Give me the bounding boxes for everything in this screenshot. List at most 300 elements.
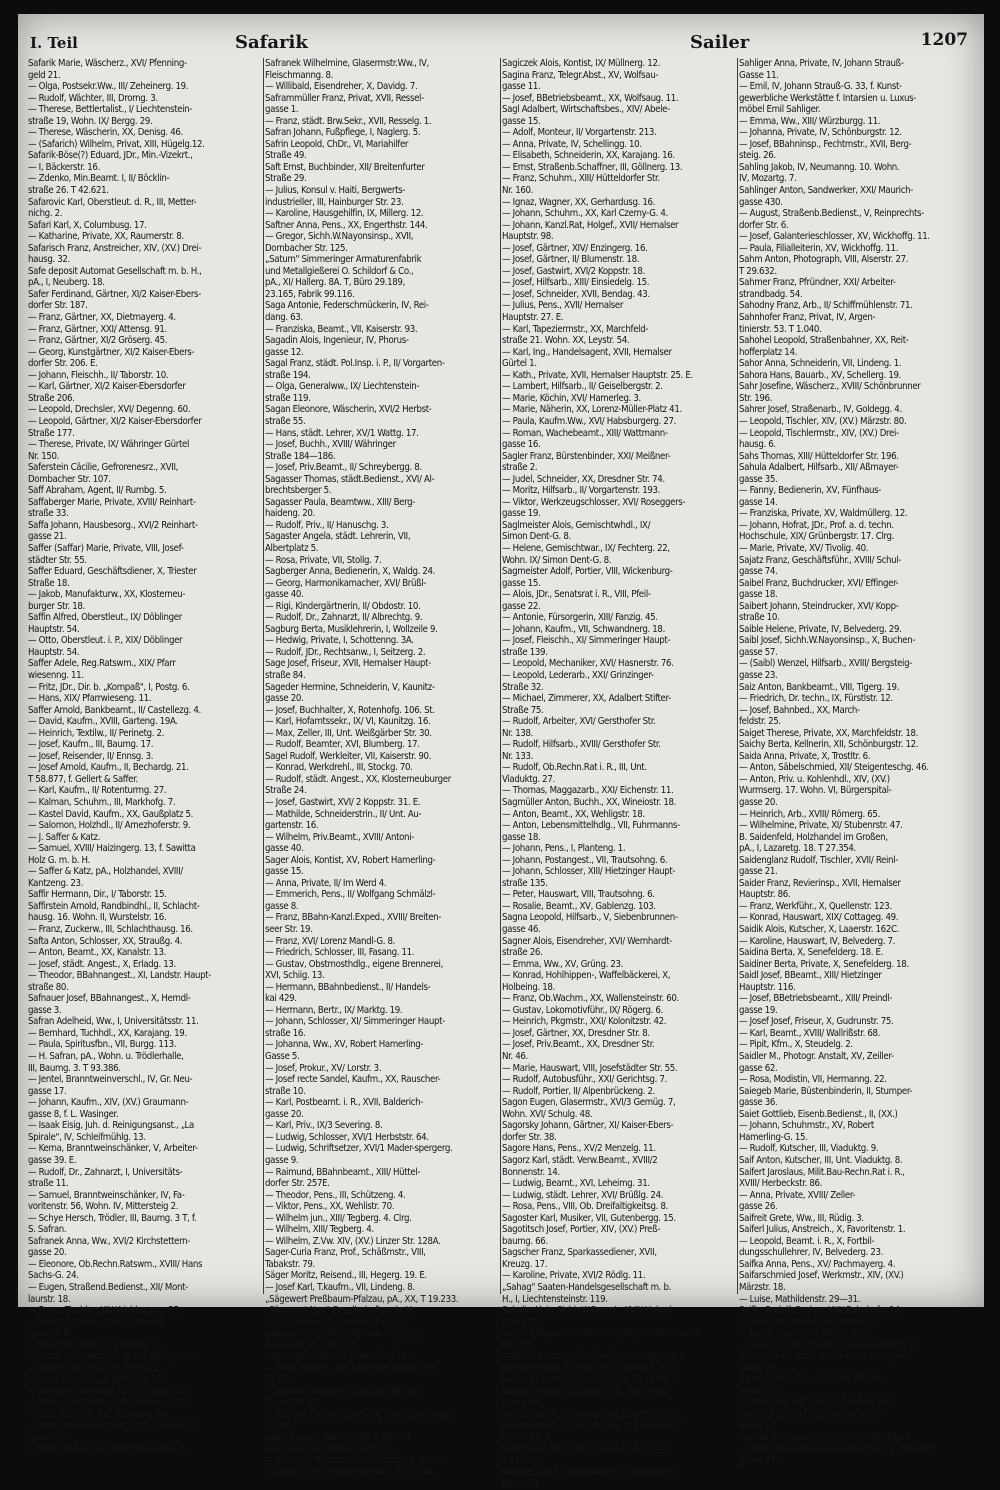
directory-entry-line: — Georg, Kunstgärtner, XI/2 Kaiser-Ebers- xyxy=(28,346,195,358)
directory-entry-line: Sagh Franz, Affist., II/ Handelskai 13. xyxy=(265,1351,410,1363)
directory-entry-line: gasse 8. xyxy=(265,900,299,912)
directory-entry-line: Sagner Alois, Eisendreher, XVI/ Wernhardt- xyxy=(502,935,672,947)
directory-entry-line: gasse 35. xyxy=(739,473,778,485)
directory-entry-line: Sagon Eugen, Glasermstr., XVI/3 Gemüg. 7, xyxy=(502,1097,676,1109)
directory-entry-line: Saiet Gottlieb, Eisenb.Bedienst., II, (XX.) xyxy=(739,1108,898,1120)
directory-entry-line: Nr. 138. xyxy=(502,727,534,739)
directory-entry-line: — Leopold, Gärtner, XI/2 Kaiser-Ebersdorfer xyxy=(28,415,202,427)
directory-entry-line: — Johann, Schlosser, XIII/ Hietzinger Haupt- xyxy=(502,866,676,878)
directory-entry-line: Fleischmanng. 8. xyxy=(265,69,334,81)
directory-entry-line: gasse 4. E. xyxy=(28,1328,72,1340)
directory-entry-line: Safarisch Franz, Anstreicher, XIV, (XV.) Drei- xyxy=(28,242,202,254)
directory-entry-line: gasse 15. xyxy=(502,115,541,127)
directory-entry-line: — Samuel, XVIII/ Haizingerg. 13, f. Sawitta xyxy=(28,843,196,855)
directory-entry-line: — Franz, Ing.Beamt., VI, Millerg. 21. xyxy=(739,1316,881,1328)
directory-entry-line: — Rosa, Pens., VIII, Ob. Dreifaltigkeitsg. 8. xyxy=(502,1201,668,1213)
directory-entry-line: dorfer Str. 257E. xyxy=(265,1178,330,1190)
directory-entry-line: gasse 1. xyxy=(739,1420,773,1432)
directory-entry-line: dorfer Str. 187. xyxy=(28,300,88,312)
directory-entry-line: Holz G. m. b. H. xyxy=(28,854,90,866)
directory-entry-line: straße 194. xyxy=(265,369,311,381)
directory-entry-line: — Josef, Reisender, II/ Ennsg. 3. xyxy=(28,750,154,762)
directory-entry-line: — Franz, Beamt., XX, Klosterneuburger Str. xyxy=(265,1362,436,1374)
directory-page xyxy=(18,14,984,1490)
guide-word-right: Sailer xyxy=(690,32,750,53)
directory-entry-line: Sahula Adalbert, Hilfsarb., XII/ Aßmayer- xyxy=(739,462,899,474)
directory-entry-line: straße 11. xyxy=(28,1178,69,1190)
directory-entry-line: gasse 12. xyxy=(265,346,304,358)
directory-entry-line: — Emil, IV, Johann Strauß-G. 33, f. Kunst- xyxy=(739,81,902,93)
directory-entry-line: — Alois, Fleischselcher, XII/ Flurschützstr. 8. xyxy=(739,1432,912,1444)
page-number: 1207 xyxy=(920,30,968,50)
directory-entry-line: — Alois, Kleinfuhrwerksunternehmer, V, Arbeiter- xyxy=(739,1443,935,1455)
directory-entry-line: gasse 36. xyxy=(739,1097,778,1109)
directory-entry-line: Sajatz Franz, Geschäftsführ., XVIII/ Schul- xyxy=(739,554,902,566)
directory-entry-line: — Josef, BBahninsp., Fechtmstr., XVII, Berg- xyxy=(739,138,912,150)
directory-entry-line: gasse 20. xyxy=(265,1108,304,1120)
directory-entry-line: Saft Ernst, Buchbinder, XII/ Breitenfurter xyxy=(265,161,425,173)
directory-entry-line: Saif Anton, Kutscher, III, Unt. Viaduktg. 8. xyxy=(739,1154,903,1166)
directory-entry-line: — Richard, Goldschmied, XX, Klosterneuburger xyxy=(265,1408,453,1420)
directory-entry-line: Safari Karl, X, Columbusg. 17. xyxy=(28,219,147,231)
directory-entry-line: — Marie, Private, XV/ Tivolig. 40. xyxy=(739,542,869,554)
directory-entry-line: steig. 26. xyxy=(739,150,776,162)
directory-entry-line: — Franz, Schuhm., XIII/ Hütteldorfer Str. xyxy=(502,173,660,185)
directory-entry-line: Sagberger Anna, Bedienerin, X, Waldg. 24. xyxy=(265,566,436,578)
directory-entry-line: — Friedrich, Dr. techn., IX, Fürstlstr. 12. xyxy=(739,693,893,705)
directory-entry-line: — Rudolf, Kutscher, III, Viaduktg. 9. xyxy=(739,1143,879,1155)
directory-entry-line: Bonnenstr. 14. xyxy=(502,1166,560,1178)
directory-entry-line: Saifka Anna, Pens., XV/ Pachmayerg. 4. xyxy=(739,1258,896,1270)
directory-entry-line: straße 26. T 42.621. xyxy=(28,185,109,197)
directory-entry-line: straße 33. xyxy=(28,508,69,520)
directory-entry-line: — Franz, Zuckerw., III, Schlachthausg. 16. xyxy=(28,924,193,936)
directory-entry-line: — Franz, Gärtner, XX, Dietmayerg. 4. xyxy=(28,312,176,324)
directory-entry-line: — Ludwig, städt. Lehrer, XVI/ Brüßlg. 24. xyxy=(502,1189,664,1201)
directory-entry-line: Sagscher Franz, Sparkassediener, XVII, xyxy=(502,1247,657,1259)
directory-entry-line: — Josef, Hilfsarb., XIII/ Einsiedelg. 15. xyxy=(502,277,650,289)
directory-entry-line: — Helene, Gemischtwar., IX/ Fechterg. 22, xyxy=(502,542,670,554)
directory-entry-line: — Friedrich, Schlosser, III, Fasang. 11. xyxy=(265,947,415,959)
directory-entry-line: „Sägewert Preßbaum-Pfalzau, pA., XX, T 19.233. xyxy=(265,1293,459,1305)
directory-entry-line: Saffer Arnold, Bankbeamt., II/ Castellezg. 4. xyxy=(28,704,201,716)
directory-entry-line: — Viktor, Pens., XX, Wehlistr. 70. xyxy=(265,1201,395,1213)
directory-entry-line: Hauptstr. 54. xyxy=(28,623,80,635)
directory-entry-line: Safran Adelheid, Ww., I, Universitätsstr. 11. xyxy=(28,1016,199,1028)
directory-entry-line: Albertplatz 5. xyxy=(265,542,319,554)
directory-entry-line: Straße 32. xyxy=(502,681,544,693)
directory-entry-line: dang. 63. xyxy=(265,312,303,324)
directory-entry-line: — Ludwig, Schlosser, XVI/1 Herbststr. 64. xyxy=(265,1131,429,1143)
directory-entry-line: Sághi Rosa, II/ Taborstr. 8B. T 42.223. xyxy=(265,1432,413,1444)
directory-entry-line: — Jakob, Manufakturw., XX, Klosterneu- xyxy=(28,589,186,601)
directory-entry-line: gartenstr. 16. xyxy=(265,820,319,832)
directory-entry-line: Sahlinger Anton, Sandwerker, XXI/ Maurich- xyxy=(739,185,914,197)
directory-entry-line: Saida Anna, Private, X, Trostltr. 6. xyxy=(739,750,871,762)
directory-entry-line: Sagmeister Adolf, Portier, VIII, Wickenburg- xyxy=(502,566,673,578)
directory-entry-line: — Fritz, JDr., Dir. b. „Kompaß", I, Postg. 6. xyxy=(28,681,190,693)
directory-entry-line: gasse 46. xyxy=(502,924,541,936)
directory-entry-line: Saffa Johann, Hausbesorg., XVI/2 Reinhart- xyxy=(28,519,198,531)
directory-entry-line: Hamerling-G. 15. xyxy=(739,1131,808,1143)
directory-entry-line: Dornbacher Str. 125. xyxy=(265,242,348,254)
directory-entry-line: Saibert Johann, Steindrucker, XVI/ Kopp- xyxy=(739,600,899,612)
directory-entry-line: — Leopold, Tischlermstr., XIV, (XV.) Drei- xyxy=(739,427,899,439)
directory-entry-line: B. Saidenfeld, Holzhandel im Großen, xyxy=(739,831,888,843)
directory-entry-line: — Karl, Gärtner, XI/2 Kaiser-Ebersdorfer xyxy=(28,381,186,393)
directory-entry-line: — Johann, Kaufm., VII, Schwandnerg. 18. xyxy=(502,623,665,635)
directory-entry-line: — Judel, Schneider, XX, Dresdner Str. 74. xyxy=(502,473,665,485)
directory-entry-line: Straße 75. xyxy=(502,704,544,716)
directory-entry-line: straße 80. xyxy=(28,981,69,993)
directory-entry-line: — H. Safran, pA., Wohn. u. Trödlerhalle, xyxy=(28,1051,184,1063)
directory-entry-line: Sahamer Franz, Gummiarb., XII/ Eichenstr. 2. xyxy=(502,1374,681,1386)
directory-entry-line: pA., XI/ Hallerg. 8A. T, Büro 29.189, xyxy=(265,277,405,289)
directory-entry-line: — Kerna, Branntweinschänker, V, Arbeiter- xyxy=(28,1143,198,1155)
directory-entry-line: — Karoline, Hauswart, III, Ob. Bahng. 26. xyxy=(28,1385,190,1397)
directory-entry-line: Hauptstr. 54. xyxy=(28,646,80,658)
directory-entry-line: — Georg, Harmonikamacher, XVI/ Brüßl- xyxy=(265,577,427,589)
directory-entry-line: — Marie, Köchin, XVI/ Hamerleg. 3. xyxy=(502,392,641,404)
directory-entry-line: Saifkschmied Hans, Elektriker, XVI/ Degen- xyxy=(739,1351,910,1363)
directory-entry-line: — Rudolf, Priv., II/ Hanuschg. 3. xyxy=(265,519,389,531)
directory-entry-line: Saibl Josef, Sichh.W.Nayonsinsp., X, Buchen- xyxy=(739,635,916,647)
directory-entry-line: gasse 20. xyxy=(265,693,304,705)
directory-entry-line: Sagaster Angela, städt. Lehrerin, VII, xyxy=(265,531,411,543)
directory-entry-line: — Otto, Oberstleut. i. P., XIX/ Döblinger xyxy=(28,635,183,647)
directory-entry-line: Saidler M., Photogr. Anstalt, XV, Zeiller- xyxy=(739,1051,894,1063)
directory-entry-line: — Anton, Beamt., XX, Kanalstr. 13. xyxy=(28,947,166,959)
directory-entry-line: gasse 18. xyxy=(739,589,778,601)
directory-entry-line: III, Baumg. 3. T 93.386. xyxy=(28,1062,121,1074)
directory-entry-line: — Franz, Werkführ., X, Quellenstr. 123. xyxy=(739,900,892,912)
directory-entry-line: — Gregor, Sichh.W.Nayonsinsp., XVII, xyxy=(265,231,414,243)
directory-entry-line: baumg. 66. xyxy=(502,1235,548,1247)
directory-entry-line: — Kath., Private, XVII, Hernalser Hauptstr. 25. E. xyxy=(502,369,693,381)
directory-entry-line: — Emma, Ww., XIII/ Würzburgg. 11. xyxy=(739,115,881,127)
directory-entry-line: — Adolf, Monteur, II/ Vorgartenstr. 213. xyxy=(502,127,657,139)
directory-entry-line: — Leopold, Mechaniker, XVI/ Hasnerstr. 76. xyxy=(502,658,674,670)
directory-entry-line: Sahnhofer Franz, Privat, IV, Argen- xyxy=(739,312,876,324)
directory-entry-line: — Franz, städt. Brw.Sekr., XVII, Resselg. 1. xyxy=(265,115,432,127)
directory-entry-line: — Anna, Private, XVIII/ Zeller- xyxy=(739,1189,856,1201)
directory-entry-line: — Josef, Gärtner, II/ Blumenstr. 18. xyxy=(502,254,640,266)
directory-entry-line: — Johann, Schlosser, XI/ Simmeringer Haupt- xyxy=(265,1016,445,1028)
directory-entry-line: gasse 34. xyxy=(739,1455,778,1467)
directory-entry-line: I, Lugeck 7 (Ecke Rotenturmstr.). T 74.780. xyxy=(265,1466,435,1478)
directory-entry-line: — Josef Karl, T.kaufm., VII, Lindeng. 8. xyxy=(265,1281,415,1293)
directory-entry-line: Saidiner Berta, Private, X, Senefelderg. 18. xyxy=(739,958,909,970)
directory-entry-line: hausg. 16. Wohn. II, Wurstelstr. 16. xyxy=(28,912,167,924)
directory-entry-line: — Konrad, Hohlhippen-, Waffelbäckerei, X, xyxy=(502,970,671,982)
directory-entry-line: — Josef, Kaufm., III, Baumg. 17. xyxy=(28,739,154,751)
directory-entry-line: — Heinrich, Textilw., II/ Perinetg. 2. xyxy=(28,727,165,739)
directory-entry-line: — Rudolf, Dr., Zahnarzt, I, Universitäts- xyxy=(28,1166,183,1178)
directory-entry-line: — Theodor, BBahnangest., XI, Landstr. Haupt- xyxy=(28,970,212,982)
directory-entry-line: Simon Dent-G. 8. xyxy=(502,531,571,543)
directory-entry-line: — Jakob, Schuhmmstr., III, Ob. Bahng. 26. xyxy=(28,1351,194,1363)
directory-entry-line: Saifreit Grete, Ww., III, Rüdig. 3. xyxy=(739,1212,864,1224)
directory-entry-line: Saichy Berta, Kellnerin, XII, Schönburgstr. 12. xyxy=(739,739,919,751)
directory-entry-line: Kreuzg. 17. xyxy=(502,1258,548,1270)
directory-entry-line: Sage Josef, Friseur, XVII, Hernalser Haupt- xyxy=(265,658,431,670)
directory-entry-line: Saifert Jaroslaus, Milit.Bau-Rechn.Rat i. R., xyxy=(739,1166,905,1178)
directory-entry-line: — Elisabeth, Schneiderin, XX, Karajang. 16. xyxy=(502,150,675,162)
directory-entry-line: Saffer Eduard, Geschäftsdiener, X, Triester xyxy=(28,566,197,578)
directory-entry-line: T 29.632. xyxy=(739,265,777,277)
directory-entry-line: — Willibald, Eisendreher, X, Davidg. 7. xyxy=(265,81,418,93)
directory-entry-line: gasse 40. xyxy=(265,843,304,855)
directory-entry-line: Sagore Hans, Pens., XV/2 Menzelg. 11. xyxy=(502,1143,656,1155)
directory-entry-line: 23.165, Fabrik 99.116. xyxy=(265,288,355,300)
directory-entry-line: — Alois, JDr., Senatsrat i. R., VIII, Pfeil- xyxy=(502,589,651,601)
directory-entry-line: — Johann, Kaufm., XIV, (XV.) Graumann- xyxy=(28,1097,189,1109)
directory-entry-line: — Wilhelmine, Private, XI/ Stubenrstr. 47. xyxy=(739,820,903,832)
directory-entry-line: — Karl, Tapeziermstr., XX, Marchfeld- xyxy=(502,323,649,335)
directory-entry-line: — Eugen, Straßend.Bedienst., XII/ Mont- xyxy=(28,1281,188,1293)
directory-entry-line: Saifko Rudolf, Dreher, XXI/ Bahnhofg. 14. xyxy=(739,1305,902,1317)
directory-entry-line: — Rudolf, Arbeiter, XVI/ Gersthofer Str. xyxy=(502,716,656,728)
directory-entry-line: „Saturn" Simmeringer Armaturenfabrik xyxy=(265,254,422,266)
directory-entry-line: Sahrer Josef, Straßenarb., IV, Goldegg. 4. xyxy=(739,404,902,416)
directory-entry-line: — Franziska, Ww., VI, Mollardg. 9. xyxy=(28,1339,161,1351)
directory-entry-line: zinger Str. 50. xyxy=(265,1397,320,1409)
directory-entry-line: — Hedwig, Private, I, Schottenng. 3A. xyxy=(265,635,414,647)
directory-entry-line: Saff Abraham, Agent, II/ Rumbg. 5. xyxy=(28,485,167,497)
directory-entry-line: Dornbacher Str. 107. xyxy=(28,473,111,485)
directory-entry-line: Sailer Josef, MDr., XVII, Lange-G. 44 (2—4). xyxy=(502,1443,673,1455)
directory-entry-line: industrieller, III, Hainburger Str. 23. xyxy=(265,196,404,208)
directory-entry-line: gasse 19. xyxy=(739,1004,778,1016)
directory-entry-line: pA., I, Neuberg. 18. xyxy=(28,277,105,289)
directory-entry-line: straße 18. E. xyxy=(502,1432,553,1444)
directory-entry-line: — Rudolf, städt. Angest., XX, Klosterneuburger xyxy=(265,773,451,785)
directory-entry-line: straße 10. xyxy=(265,1085,306,1097)
directory-entry-line: Safranek Wilhelmine, Glasermstr.Ww., IV, xyxy=(265,58,429,69)
directory-entry-line: Sagna Leopold, Hilfsarb., V, Siebenbrunnen- xyxy=(502,912,678,924)
directory-entry-line: — Johann, Pens., I, Planteng. 1. xyxy=(502,843,626,855)
directory-entry-line: — Hermann, BBahnbedienst., II/ Handels- xyxy=(265,981,431,993)
directory-entry-line: Sager-Curia Franz, Prof., Schäßmstr., VIII, xyxy=(265,1247,426,1259)
directory-entry-line: Saider Franz, Revierinsp., XVII, Hernalser xyxy=(739,877,901,889)
directory-entry-line: Sagmüller Anton, Buchh., XX, Wineiostr. 18. xyxy=(502,797,676,808)
directory-entry-line: pA., X, Arsenal, gegenüber Tor 16, T. xyxy=(265,1316,409,1328)
directory-entry-line: Saidl Josef, BBeamt., XIII/ Hietzinger xyxy=(739,970,882,982)
directory-entry-line: gasse 22. xyxy=(502,600,541,612)
directory-entry-line: — Wilhelm, Z.Vw. XIV, (XV.) Linzer Str. 128A. xyxy=(265,1235,441,1247)
directory-entry-line: — Heinrich, Pkgmstr., XXI/ Kolonitzstr. 42. xyxy=(502,1016,667,1028)
directory-entry-line: pA., I, Lazaretg. 18. T 27.354. xyxy=(739,843,856,855)
directory-entry-line: straße 10. xyxy=(739,612,780,624)
directory-entry-line: Saffer Adele, Reg.Ratswm., XIX/ Pfarr xyxy=(28,658,176,670)
directory-entry-line: Viaduktg. 27. xyxy=(502,773,555,785)
directory-entry-line: gasse 26. xyxy=(739,1201,778,1213)
directory-entry-line: Straße 49. xyxy=(265,150,307,162)
directory-entry-line: — I, Bäckerstr. 16. xyxy=(28,161,100,173)
directory-entry-line: — Josef, Schuhm., X, Leibnizg. 36. xyxy=(28,1374,164,1386)
directory-entry-line: Straße 24. xyxy=(265,785,307,797)
directory-entry-line: Straße 177. xyxy=(28,427,75,439)
directory-entry-line: Sagl Adalbert, Wirtschaftsbes., XIV/ Abele- xyxy=(502,104,670,116)
directory-entry-line: Straße 184—186. xyxy=(265,450,336,462)
directory-entry-line: — Franz, Ob.Wachm., XX, Wallensteinstr. 60. xyxy=(502,993,679,1005)
directory-entry-line: — Karoline, Private, XVI/2 Rödlg. 11. xyxy=(502,1270,646,1282)
page-header xyxy=(30,26,974,56)
directory-entry-line: Sahliger Anna, Private, IV, Johann Strauß- xyxy=(739,58,904,69)
directory-entry-line: Sahr Josefine, Wäscherz., XVIII/ Schönbrunner xyxy=(739,381,921,393)
directory-entry-line: — Rudolf, Autobusführ., XXI/ Gerichtsg. 7. xyxy=(502,1074,667,1086)
directory-entry-line: Sahs Thomas, XIII/ Hütteldorfer Str. 196. xyxy=(739,450,899,462)
directory-entry-line: — Anton, Beamt., XX, Wehligstr. 18. xyxy=(502,808,645,820)
directory-entry-line: — Luise, Mathildenstr. 29—31. xyxy=(739,1293,861,1305)
directory-entry-line: Safarik-Böse(?) Eduard, JDr., Min.-Vizekrt., xyxy=(28,150,193,162)
directory-entry-line: — Paula, Spiritusfbn., VII, Burgg. 113. xyxy=(28,1039,177,1051)
directory-entry-line: Safe deposit Automat Gesellschaft m. b. H., xyxy=(28,265,202,277)
directory-entry-line: — Hans, XIX/ Pfarrwieseng. 11. xyxy=(28,693,152,705)
directory-entry-line: gasse 14. xyxy=(739,496,778,508)
directory-entry-line: straße 119. xyxy=(265,392,311,404)
directory-entry-line: — Heinrich, Arb., XVIII/ Römerg. 65. xyxy=(739,808,880,820)
directory-entry-line: Hauptstr. 86. xyxy=(739,889,791,901)
directory-entry-line: Saffer (Saffar) Marie, Private, VIII, Josef- xyxy=(28,542,184,554)
directory-entry-line: Sagan Eleonore, Wäscherin, XVI/2 Herbst- xyxy=(265,404,432,416)
directory-entry-line: — Otto, Betr.Off., XI/2 Alzingerg. 34. xyxy=(28,1408,170,1420)
directory-entry-line: — Leopold, Lederarb., XXI/ Grinzinger- xyxy=(502,669,654,681)
directory-entry-line: — Leopold, Tischler, XIV, (XV.) Märzstr. 80. xyxy=(739,415,907,427)
directory-entry-line: Sahan Alois, Sichh.W.Beamt., XIII/ Hütteldorfer Str. xyxy=(502,1328,702,1340)
directory-entry-line: dorfer Str. 6. xyxy=(739,219,789,231)
directory-entry-line: straße 55. xyxy=(265,415,306,427)
directory-entry-line: — Wilhelm jun., XIII/ Tegberg. 4. Clrg. xyxy=(265,1212,412,1224)
directory-entry-line: Sagina Franz, Telegr.Abst., XV, Wolfsau- xyxy=(502,69,659,81)
directory-entry-line: — Julius, Konsul v. Haiti, Bergwerts- xyxy=(265,185,406,197)
directory-entry-line: — Konrad, Werkdrehl., III, Stockg. 70. xyxy=(265,762,413,774)
directory-column-4 xyxy=(739,58,969,1467)
directory-entry-line: Sahodny Franz, Arb., II/ Schiffmühlenstr. 71. xyxy=(739,300,913,312)
directory-entry-line: Gürtel 1. xyxy=(502,358,537,370)
directory-entry-line: — Rudolf, Beamter, XVI, Blumberg. 17. xyxy=(265,739,420,751)
directory-entry-line: — Michael, Zimmerer, XX, Adalbert Stifter- xyxy=(502,693,671,705)
directory-entry-line: — Franz, Gärtner, XXI/ Attensg. 91. xyxy=(28,323,167,335)
directory-entry-line: — Franz, Kaufm., VI, Millerg. 21. xyxy=(739,1328,866,1340)
directory-entry-line: Sagasser Paula, Beamtww., XIII/ Berg- xyxy=(265,496,416,508)
directory-entry-line: straße 19, Wohn. IX/ Bergg. 29. xyxy=(28,115,153,127)
directory-entry-line: — Johann, Schuhm., XX, Karl Czerny-G. 4. xyxy=(502,208,668,220)
directory-entry-line: T 11.223. xyxy=(502,1455,540,1467)
directory-entry-line: — Anton, Lebensmittelhdlg., VII, Fuhrmanns- xyxy=(502,820,680,832)
directory-entry-line: Sägewerks-Gesellschaft m. b. H., pA., I, xyxy=(265,1328,422,1340)
directory-entry-line: — Antonie, Fürsorgerin, XIII/ Fanzig. 45. xyxy=(502,612,658,624)
directory-entry-line: — J. Saffer & Katz. xyxy=(28,831,101,843)
directory-entry-line: Wurmserg. 17. Wohn. VI, Bürgerspital- xyxy=(739,785,892,797)
directory-entry-line: — Raimund, BBahnbeamt., XIII/ Hüttel- xyxy=(265,1166,421,1178)
directory-entry-line: — Rudolf, Ob.Rechn.Rat i. R., III, Unt. xyxy=(502,762,647,774)
directory-entry-line: — Josef, Galanterieschlosser, XV, Wickhoffg. 11. xyxy=(739,231,930,243)
directory-entry-line: Saifarschmied Josef, Werkmstr., XIV, (XV.) xyxy=(739,1270,904,1282)
directory-entry-line: Str. 86. xyxy=(265,1420,293,1432)
directory-entry-line: straße 26. xyxy=(502,947,543,959)
directory-entry-line: Sahor Anna, Schneiderin, VII, Lindeng. 1. xyxy=(739,358,902,370)
directory-entry-line: kai 429. xyxy=(265,993,297,1005)
directory-entry-line: — Katharine, Private, XX, Raumerstr. 8. xyxy=(28,231,184,243)
directory-entry-line: Saglmeister Alois, Gemischtwhdl., IX/ xyxy=(502,519,651,531)
directory-entry-line: — Peter, Kleidermacher, V, Ob. Amtshaus- xyxy=(28,1420,197,1432)
directory-entry-line: — Rudolf, Dr., Zahnarzt, II/ Albrechtg. 9. xyxy=(265,612,423,624)
directory-entry-line: Safranek Anna, Ww., XVI/2 Kirchstettern- xyxy=(28,1235,191,1247)
directory-entry-line: Nr. 135. xyxy=(502,1339,534,1351)
directory-entry-line: gasse 430. xyxy=(739,196,783,208)
directory-entry-line: Saiegeb Marie, Büstenbinderin, II, Stumper- xyxy=(739,1085,913,1097)
directory-entry-line: — Rudolf, Portier, II/ Alpenbrückeng. 2. xyxy=(502,1085,656,1097)
directory-entry-line: — Gustav, Obstmosthdlg., eigene Brennerei, xyxy=(265,958,443,970)
directory-entry-line: — Moritz, Hilfsarb., II/ Vorgartenstr. 193. xyxy=(502,485,661,497)
directory-entry-line: Saffin Alfred, Oberstleut., IX/ Döblinger xyxy=(28,612,182,624)
directory-entry-line: städter Str. 55. xyxy=(28,554,87,566)
directory-entry-line: Hochschule, XIX/ Grünbergstr. 17. Clrg. xyxy=(739,531,895,543)
directory-entry-line: — Johann, Hofrat, JDr., Prof. a. d. techn. xyxy=(739,519,894,531)
directory-entry-line: Gasse 5. xyxy=(265,1051,300,1063)
directory-entry-line: — Leopold, Beamt. i. R., X, Fortbil- xyxy=(739,1235,875,1247)
directory-entry-line: — David, Kaufm., XVIII, Garteng. 19A. xyxy=(28,716,178,728)
directory-entry-line: gasse 49. xyxy=(502,1397,541,1409)
directory-entry-line: Märzstr. 18. xyxy=(739,1281,786,1293)
directory-entry-line: — Ernst, Straßenb.Schaffner, III, Göllnerg. 13. xyxy=(502,161,683,173)
directory-entry-line: gewerbliche Werkstätte f. Intarsien u. Luxus- xyxy=(739,92,917,104)
directory-entry-line: — Johanna, Private, IV, Schönburgstr. 12. xyxy=(739,127,902,139)
directory-entry-line: — Josef recte Sandel, Kaufm., XX, Rauscher- xyxy=(265,1074,441,1086)
directory-entry-line: — Lambert, Hilfsarb., II/ Geiselbergstr. 2. xyxy=(502,381,663,393)
directory-entry-line: — Franz, BBahn-Kanzl.Exped., XVIII/ Breiten- xyxy=(265,912,442,924)
directory-entry-line: — Josef, Gastwirt, XVI/2 Koppstr. 18. xyxy=(502,265,645,277)
directory-entry-line: — Mathilde, Schneiderstrin., II/ Unt. Au- xyxy=(265,808,422,820)
directory-entry-line: — Bernhard, Tuchhdl., XX, Karajang. 19. xyxy=(28,1027,187,1039)
directory-entry-line: — Josef, Schneider, XVII, Bendag. 43. xyxy=(502,288,650,300)
directory-entry-line: Saffaberger Marie, Private, XVIII/ Reinhart- xyxy=(28,496,196,508)
directory-entry-line: dorfer Str. 206. E. xyxy=(28,358,98,370)
directory-entry-line: Sahrpfeil Karl u. Luise, Private, II, Reimmer- xyxy=(502,1420,673,1432)
directory-entry-line: — Josef, Gastwirt, XVI/ 2 Koppstr. 31. E. xyxy=(265,797,421,808)
directory-entry-line: — Gustav, Lokomotivführ., IX/ Rögerg. 6. xyxy=(502,1004,663,1016)
directory-entry-line: Safarovic Karl, Oberstleut. d. R., III, Metter- xyxy=(28,196,197,208)
directory-entry-line: — Josef, städt. Angest., X, Erladg. 13. xyxy=(28,958,176,970)
directory-entry-line: Wohn. IX/ Simon Dent-G. 8. xyxy=(502,554,612,566)
directory-entry-line: — Johann, Fleischh., II/ Taborstr. 10. xyxy=(28,369,169,381)
directory-entry-line: — Rudolf, JDr., Rechtsanw., I, Seitzerg. 2. xyxy=(265,646,426,658)
directory-entry-line: — Josef Josef, Friseur, X, Gudrunstr. 75. xyxy=(739,1016,894,1028)
directory-entry-line: — Julius, Pens., XVII/ Hernalser xyxy=(502,300,624,312)
directory-entry-line: — Franz, XVI/ Lorenz Mandl-G. 8. xyxy=(265,935,396,947)
directory-entry-line: Str. 196. xyxy=(739,392,773,404)
directory-column-3 xyxy=(502,58,732,1490)
directory-entry-line: — Rosalie, Beamt., XV, Gablenzg. 103. xyxy=(502,900,656,912)
directory-entry-line: straße 135. xyxy=(502,877,548,889)
directory-entry-line: Safarik Marie, Wäscherz., XVI/ Pfenning- xyxy=(28,58,187,69)
directory-column-2 xyxy=(265,58,495,1478)
directory-entry-line: „Sahag" Saaten-Handelsgesellschaft m. b. xyxy=(502,1281,671,1293)
directory-entry-line: gasse 16. xyxy=(502,439,541,451)
directory-entry-line: Saftner Anna, Pens., XX, Engerthstr. 144. xyxy=(265,219,428,231)
directory-entry-line: — Konrad, Hauswart, XIX/ Cottageg. 49. xyxy=(739,912,899,924)
directory-entry-line: — Fanny, Bedienerin, XV, Fünfhaus- xyxy=(739,485,882,497)
directory-entry-line: Sahohel Leopold, Straßenbahner, XX, Reit- xyxy=(739,335,909,347)
directory-entry-line: — Eleonore, Ob.Rechn.Ratswm., XVIII/ Hans xyxy=(28,1258,203,1270)
directory-entry-line: Wohn. XVI/ Schulg. 48. xyxy=(502,1108,593,1120)
directory-entry-line: gasse 62. xyxy=(739,1062,778,1074)
directory-entry-line: — Emma, Ww., XV, Grüng. 23. xyxy=(502,958,624,970)
directory-entry-line: — Alois, Reg.Rat, Stbb. d. Strafregister- xyxy=(739,1397,894,1409)
directory-entry-line: Sagal Franz, städt. Pol.Insp. i. P., II/ Vorgarten- xyxy=(265,358,445,370)
directory-entry-line: — Ludwig, Schriftsetzer, XVI/1 Mader-spergerg. xyxy=(265,1143,453,1155)
